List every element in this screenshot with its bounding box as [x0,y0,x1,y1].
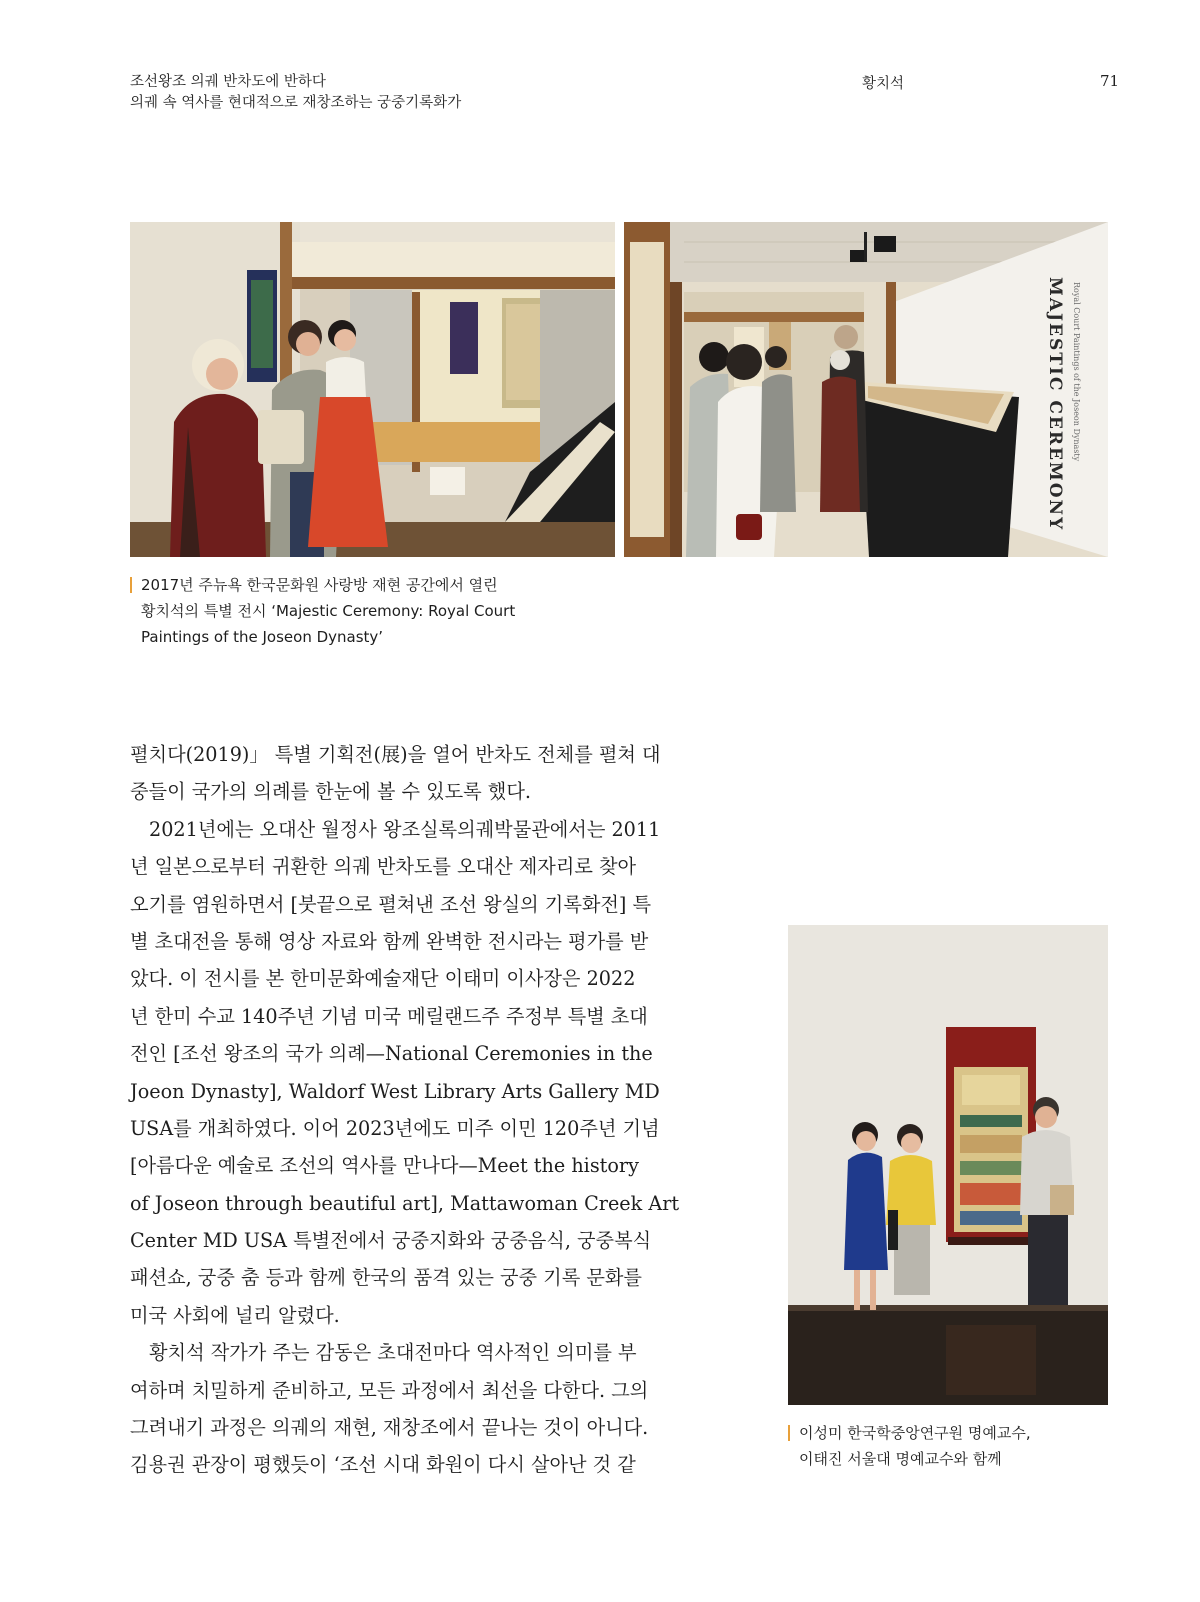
body-line: 별 초대전을 통해 영상 자료와 함께 완벽한 전시라는 평가를 받 [130,929,649,953]
photo-majestic-ceremony-wall [624,222,1108,557]
caption-marker [788,1425,790,1441]
body-line: 미국 사회에 널리 알렸다. [130,1303,340,1327]
body-line: 김용권 관장이 평했듯이 ‘조선 시대 화원이 다시 살아난 것 같 [130,1453,636,1477]
page-number: 71 [1100,72,1120,90]
body-line: 년 일본으로부터 귀환한 의궤 반차도를 오대산 제자리로 찾아 [130,855,637,879]
book-title: 조선왕조 의궤 반차도에 반하다 [130,74,326,90]
wall-title-text: MAJESTIC CEREMONY [1045,277,1065,532]
author-name: 황치석 [862,76,905,92]
photo-exhibit-visitors [130,222,615,557]
photo-group-portrait-image [788,925,1108,1405]
caption-group-line1: 이성미 한국학중앙연구원 명예교수, [799,1424,1031,1442]
caption-exhibit-line2: 황치석의 특별 전시 ‘Majestic Ceremony: Royal Court [141,602,516,620]
body-line: Joeon Dynasty], Waldorf West Library Arts Gallery MD [130,1079,660,1103]
body-line: 패션쇼, 궁중 춤 등과 함께 한국의 품격 있는 궁중 기록 문화를 [130,1266,642,1290]
photo-majestic-ceremony-wall-image [624,222,1108,557]
caption-exhibit-line1: 2017년 주뉴욕 한국문화원 사랑방 재현 공간에서 열린 [141,576,498,594]
caption-group [788,1420,1108,1472]
book-subtitle: 의궤 속 역사를 현대적으로 재창조하는 궁중기록화가 [130,95,462,111]
body-line: 중들이 국가의 의례를 한눈에 볼 수 있도록 했다. [130,780,531,804]
wall-subtitle-text: Royal Court Paintings of the Joseon Dynasty [1072,282,1081,462]
body-line: Center MD USA 특별전에서 궁중지화와 궁중음식, 궁중복식 [130,1229,652,1253]
body-line: 오기를 염원하면서 [붓끝으로 펼쳐낸 조선 왕실의 기록화전] 특 [130,892,652,916]
caption-exhibit-line3: Paintings of the Joseon Dynasty’ [141,628,384,646]
body-line: [아름다운 예술로 조선의 역사를 만나다—Meet the history [130,1154,639,1178]
caption-group-line2: 이태진 서울대 명예교수와 함께 [799,1450,1002,1468]
body-line: of Joseon through beautiful art], Mattawoman Creek Art [130,1191,680,1215]
photo-exhibit-visitors-image [130,222,615,557]
body-line: 펼치다(2019)」 특별 기획전(展)을 열어 반차도 전체를 펼쳐 대 [130,743,661,766]
caption-exhibit [130,572,600,650]
body-line: 황치석 작가가 주는 감동은 초대전마다 역사적인 의미를 부 [149,1341,637,1365]
body-line: 여하며 치밀하게 준비하고, 모든 과정에서 최선을 다한다. 그의 [130,1378,649,1402]
body-text [130,736,706,1484]
body-line: 2021년에는 오대산 월정사 왕조실록의궤박물관에서는 2011 [149,817,661,841]
caption-marker [130,577,132,593]
photo-group-portrait [788,925,1108,1405]
body-line: USA를 개최하였다. 이어 2023년에도 미주 이민 120주년 기념 [130,1116,660,1140]
body-line: 년 한미 수교 140주년 기념 미국 메릴랜드주 주정부 특별 초대 [130,1004,648,1028]
body-line: 았다. 이 전시를 본 한미문화예술재단 이태미 이사장은 2022 [130,967,636,991]
body-line: 전인 [조선 왕조의 국가 의례—National Ceremonies in the [130,1042,653,1066]
body-line: 그려내기 과정은 의궤의 재현, 재창조에서 끝나는 것이 아니다. [130,1416,649,1440]
running-header [130,72,461,114]
